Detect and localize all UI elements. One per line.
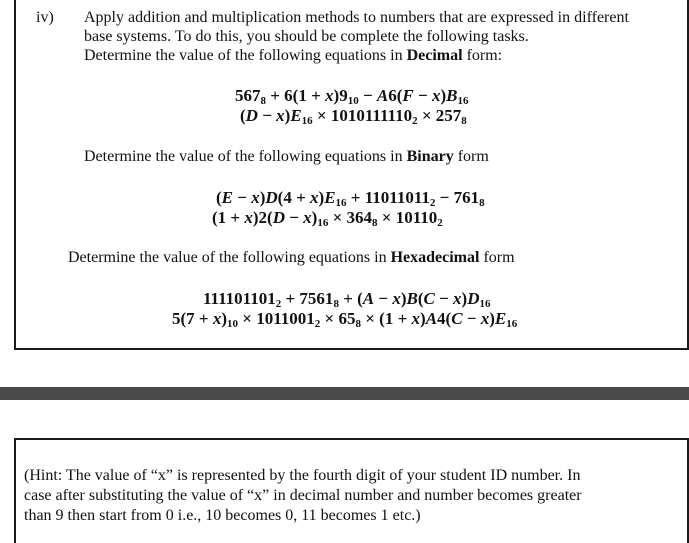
question-number: iv) <box>36 9 54 26</box>
hexadecimal-equation-1: $111101101_2 + 7561_8 + (A - x)B(C - x)D_{16}$ <box>203 289 491 310</box>
decimal-instruction-prefix: Determine the value of the following equations in <box>84 47 407 64</box>
intro-line-2: base systems. To do this, you should be complete the following tasks. <box>84 28 529 45</box>
hex-instruction-suffix: form <box>479 249 515 266</box>
hex-instruction-prefix: Determine the value of the following equations in <box>68 249 391 266</box>
decimal-equation-1: $567_8 + 6(1 + x)9_{10} - A6(F - x)B_{16}$ <box>235 86 469 107</box>
intro-line-3 <box>84 46 502 65</box>
intro-line-1: Apply addition and multiplication methods to numbers that are expressed in different <box>84 9 629 26</box>
section-divider <box>0 387 689 400</box>
binary-instruction <box>84 147 489 166</box>
decimal-keyword: Decimal <box>406 47 463 64</box>
hint-line-2: case after substituting the value of “x” in decimal number and number becomes greater <box>24 487 582 504</box>
hint-line-3: than 9 then start from 0 i.e., 10 becomes 0, 11 becomes 1 etc.) <box>24 507 421 524</box>
hexadecimal-equation-2: $5(7 + x)_{10} \times 1011001_2 \times 65_8 \times (1 + x)A4(C - x)E_{16}$ <box>172 309 518 330</box>
binary-equation-2: $(1 + x)2(D - x)_{16} \times 364_8 \times 10110_2$ <box>212 208 443 229</box>
hint-line-1: (Hint: The value of “x” is represented by the fourth digit of your student ID number. In <box>24 467 581 484</box>
hexadecimal-keyword: Hexadecimal <box>390 249 480 266</box>
binary-keyword: Binary <box>406 148 454 165</box>
decimal-instruction-suffix: form: <box>462 47 503 64</box>
binary-equation-1: $(E - x)D(4 + x)E_{16} + 11011011_2 - 761_8$ <box>216 188 485 209</box>
binary-instruction-suffix: form <box>453 148 489 165</box>
decimal-equation-2: $(D - x)E_{16} \times 1010111110_2 \times 257_8$ <box>240 106 467 127</box>
binary-instruction-prefix: Determine the value of the following equations in <box>84 148 407 165</box>
hexadecimal-instruction <box>68 248 515 267</box>
